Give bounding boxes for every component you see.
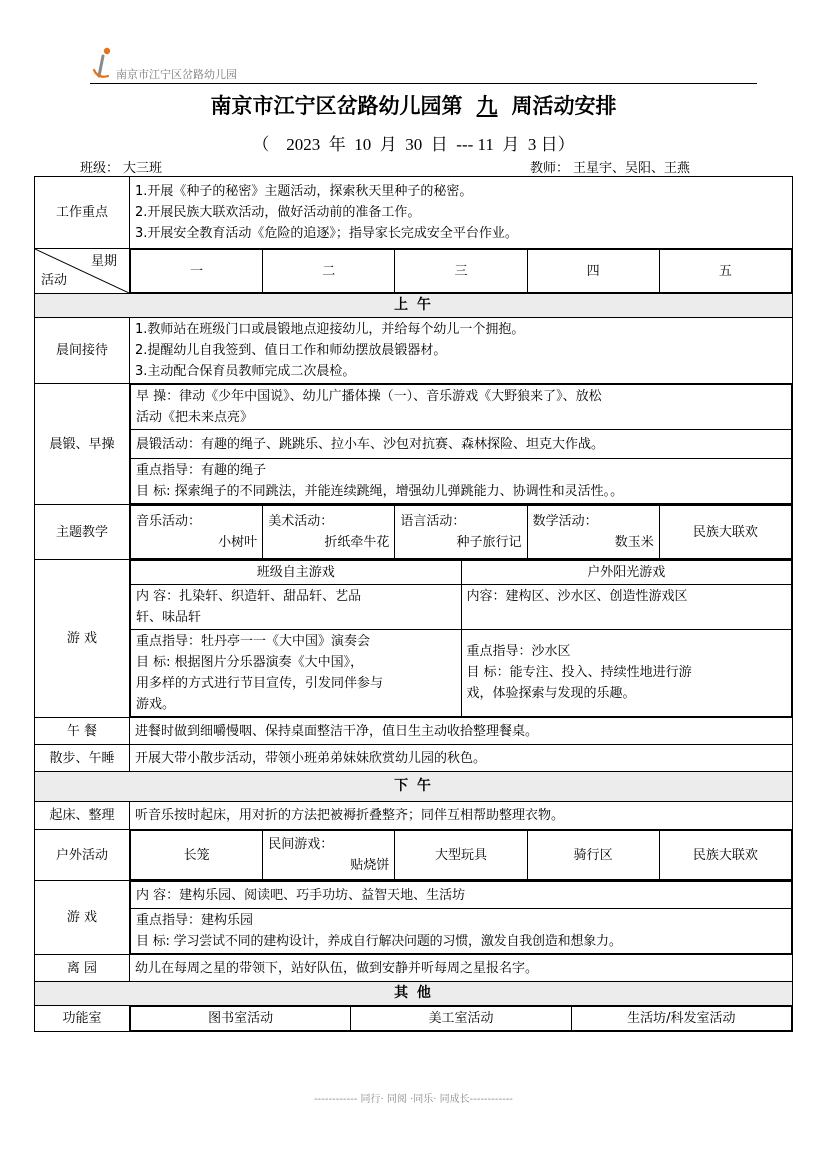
day-mon: 一 (131, 250, 263, 293)
lunch-row (35, 718, 793, 745)
afternoon-section-header (35, 772, 793, 802)
morning-title: 上 午 (35, 294, 793, 318)
nap-row (35, 745, 793, 772)
day-wed: 三 (395, 250, 527, 293)
reception-label: 晨间接待 (35, 318, 130, 384)
corner-activity-label: 活动 (41, 273, 68, 288)
class-label: 班级： (80, 161, 120, 176)
reception-line-3: 3.主动配合保育员教师完成二次晨检。 (135, 364, 356, 379)
nap-label: 散步、午睡 (35, 745, 130, 772)
game-pm-content: 内 容：建构乐园、阅读吧、巧手功坊、益智天地、生活坊 (131, 882, 792, 909)
game-pm-label: 游 戏 (35, 881, 130, 955)
reception-content (130, 318, 793, 384)
outdoor-item-3: 大型玩具 (395, 831, 527, 880)
theme-math (527, 506, 659, 559)
game-am-row (35, 560, 793, 718)
theme-math-name: 数玉米 (614, 535, 654, 550)
theme-label: 主题教学 (35, 505, 130, 560)
title-prefix: 南京市江宁区岔路幼儿园第 (210, 93, 463, 118)
nap-content: 开展大带小散步活动，带领小班弟弟妹妹欣赏幼儿园的秋色。 (130, 745, 793, 772)
outdoor-label: 户外活动 (35, 830, 130, 881)
exercise-drill-line-2: 活动《把未来点亮》 (136, 410, 254, 425)
outdoor-game-title: 户外阳光游戏 (461, 561, 792, 585)
game-am-label: 游 戏 (35, 560, 130, 718)
theme-ethnic-festival: 民族大联欢 (659, 506, 791, 559)
class-game-goal-line-2: 用多样的方式进行节目宣传，引发同伴参与 (136, 676, 384, 691)
outdoor-item-4: 骑行区 (527, 831, 659, 880)
theme-art (263, 506, 395, 559)
days-header-row (35, 249, 793, 294)
wakeup-label: 起床、整理 (35, 802, 130, 830)
room-library: 图书室活动 (131, 1007, 351, 1031)
exercise-guidance (131, 459, 792, 504)
class-game-goal-line-1: 目 标: 根据图片分乐器演奏《大中国》， (136, 655, 364, 670)
room-art: 美工室活动 (351, 1007, 571, 1031)
outdoor-game-content: 内容：建构区、沙水区、创造性游戏区 (461, 585, 792, 630)
outdoor-item-1: 长笼 (131, 831, 263, 880)
leave-row (35, 955, 793, 982)
teacher-info (530, 157, 704, 177)
focus-label: 工作重点 (35, 177, 130, 249)
school-logo-icon (90, 46, 116, 80)
outdoor-item-2 (263, 831, 395, 880)
exercise-drill-line-1: 早 操：律动《少年中国说》、幼儿广播体操（一）、音乐游戏《大野狼来了》、放松 (136, 389, 602, 404)
wakeup-content: 听音乐按时起床，用对折的方法把被褥折叠整齐；同伴互相帮助整理衣物。 (130, 802, 793, 830)
focus-line-2: 2.开展民族大联欢活动，做好活动前的准备工作。 (135, 205, 421, 220)
class-game-title: 班级自主游戏 (131, 561, 462, 585)
outdoor-game-goal-line-1: 目 标：能专注、投入、持续性地进行游 (466, 665, 692, 680)
theme-art-name: 折纸牵牛花 (324, 535, 390, 550)
room-living-science: 生活坊/科发室活动 (571, 1007, 791, 1031)
focus-line-3: 3.开展安全教育活动《危险的追逐》；指导家长完成安全平台作业。 (135, 226, 518, 241)
exercise-row (35, 384, 793, 505)
class-game-guidance (131, 630, 462, 717)
date-range: （ 2023 年 10 月 30 日 --- 11 月 3 日） (252, 135, 575, 154)
class-value: 大三班 (119, 157, 217, 177)
class-info (80, 157, 217, 177)
header-school-name: 南京市江宁区岔路幼儿园 (116, 68, 237, 81)
days-corner-cell (35, 249, 130, 294)
outdoor-row (35, 830, 793, 881)
outdoor-game-guidance (461, 630, 792, 717)
lunch-content: 进餐时做到细嚼慢咽、保持桌面整洁干净，值日生主动收拾整理餐桌。 (130, 718, 793, 745)
afternoon-title: 下 午 (35, 772, 793, 802)
rooms-row (35, 1006, 793, 1032)
title-suffix: 周活动安排 (511, 93, 617, 118)
morning-section-header (35, 294, 793, 318)
exercise-morning-drill (131, 385, 792, 430)
game-pm-row (35, 881, 793, 955)
weekly-plan-table (34, 176, 793, 1032)
teacher-value: 王星宇、吴阳、王燕 (569, 157, 704, 177)
day-tue: 二 (263, 250, 395, 293)
class-game-content (131, 585, 462, 630)
class-game-content-line-1: 内 容：扎染轩、织造轩、甜品轩、艺品 (136, 589, 362, 604)
focus-line-1: 1.开展《种子的秘密》主题活动，探索秋天里种子的秘密。 (135, 184, 473, 199)
leave-content: 幼儿在每周之星的带领下，站好队伍，做到安静并听每周之星报名字。 (130, 955, 793, 982)
page-title (0, 90, 827, 120)
reception-line-2: 2.提醒幼儿自我签到、值日工作和师幼摆放晨锻器材。 (135, 343, 447, 358)
outdoor-game-goal-line-2: 戏，体验探索与发现的乐趣。 (466, 686, 636, 701)
outdoor-item-2-type: 民间游戏： (268, 837, 334, 852)
rooms-label: 功能室 (35, 1006, 130, 1032)
other-section-header (35, 982, 793, 1006)
class-game-content-line-2: 轩、味品轩 (136, 610, 202, 625)
class-game-goal-line-3: 游戏。 (136, 697, 176, 712)
theme-row (35, 505, 793, 560)
reception-line-1: 1.教师站在班级门口或晨锻地点迎接幼儿，并给每个幼儿一个拥抱。 (135, 322, 525, 337)
focus-content (130, 177, 793, 249)
theme-language-name: 种子旅行记 (456, 535, 522, 550)
game-pm-goal: 目 标: 学习尝试不同的建构设计，养成自行解决问题的习惯，激发自我创造和想象力。 (136, 934, 622, 949)
header-rule (90, 83, 757, 84)
title-week-number: 九 (476, 93, 498, 118)
theme-language-type: 语言活动： (400, 514, 466, 529)
leave-label: 离 园 (35, 955, 130, 982)
outdoor-item-2-name: 贴烧饼 (350, 858, 390, 873)
exercise-goal: 目 标: 探索绳子的不同跳法，并能连续跳绳，增强幼儿弹跳能力、协调性和灵活性。。 (136, 484, 624, 499)
page-footer: ------------ 同行· 同阅 ·同乐· 同成长------------ (314, 1094, 513, 1105)
theme-art-type: 美术活动： (268, 514, 334, 529)
theme-language (395, 506, 527, 559)
exercise-activities: 晨锻活动：有趣的绳子、跳跳乐、拉小车、沙包对抗赛、森林探险、坦克大作战。 (131, 430, 792, 459)
day-thu: 四 (527, 250, 659, 293)
game-pm-guidance (131, 909, 792, 954)
lunch-label: 午 餐 (35, 718, 130, 745)
reception-row (35, 318, 793, 384)
wakeup-row (35, 802, 793, 830)
theme-music-name: 小树叶 (218, 535, 258, 550)
teacher-label: 教师： (530, 161, 570, 176)
focus-row (35, 177, 793, 249)
outdoor-game-key: 重点指导：沙水区 (466, 644, 571, 659)
other-title: 其 他 (35, 982, 793, 1006)
exercise-key-point: 重点指导：有趣的绳子 (136, 463, 267, 478)
class-game-key: 重点指导：牡丹亭一一《大中国》演奏会 (136, 634, 371, 649)
theme-math-type: 数学活动： (532, 514, 598, 529)
day-fri: 五 (659, 250, 791, 293)
theme-music-type: 音乐活动： (136, 514, 202, 529)
theme-music (131, 506, 263, 559)
game-pm-key: 重点指导：建构乐园 (136, 913, 254, 928)
exercise-label: 晨锻、早操 (35, 384, 130, 505)
outdoor-item-5: 民族大联欢 (659, 831, 791, 880)
corner-weekday-label: 星期 (90, 254, 117, 269)
